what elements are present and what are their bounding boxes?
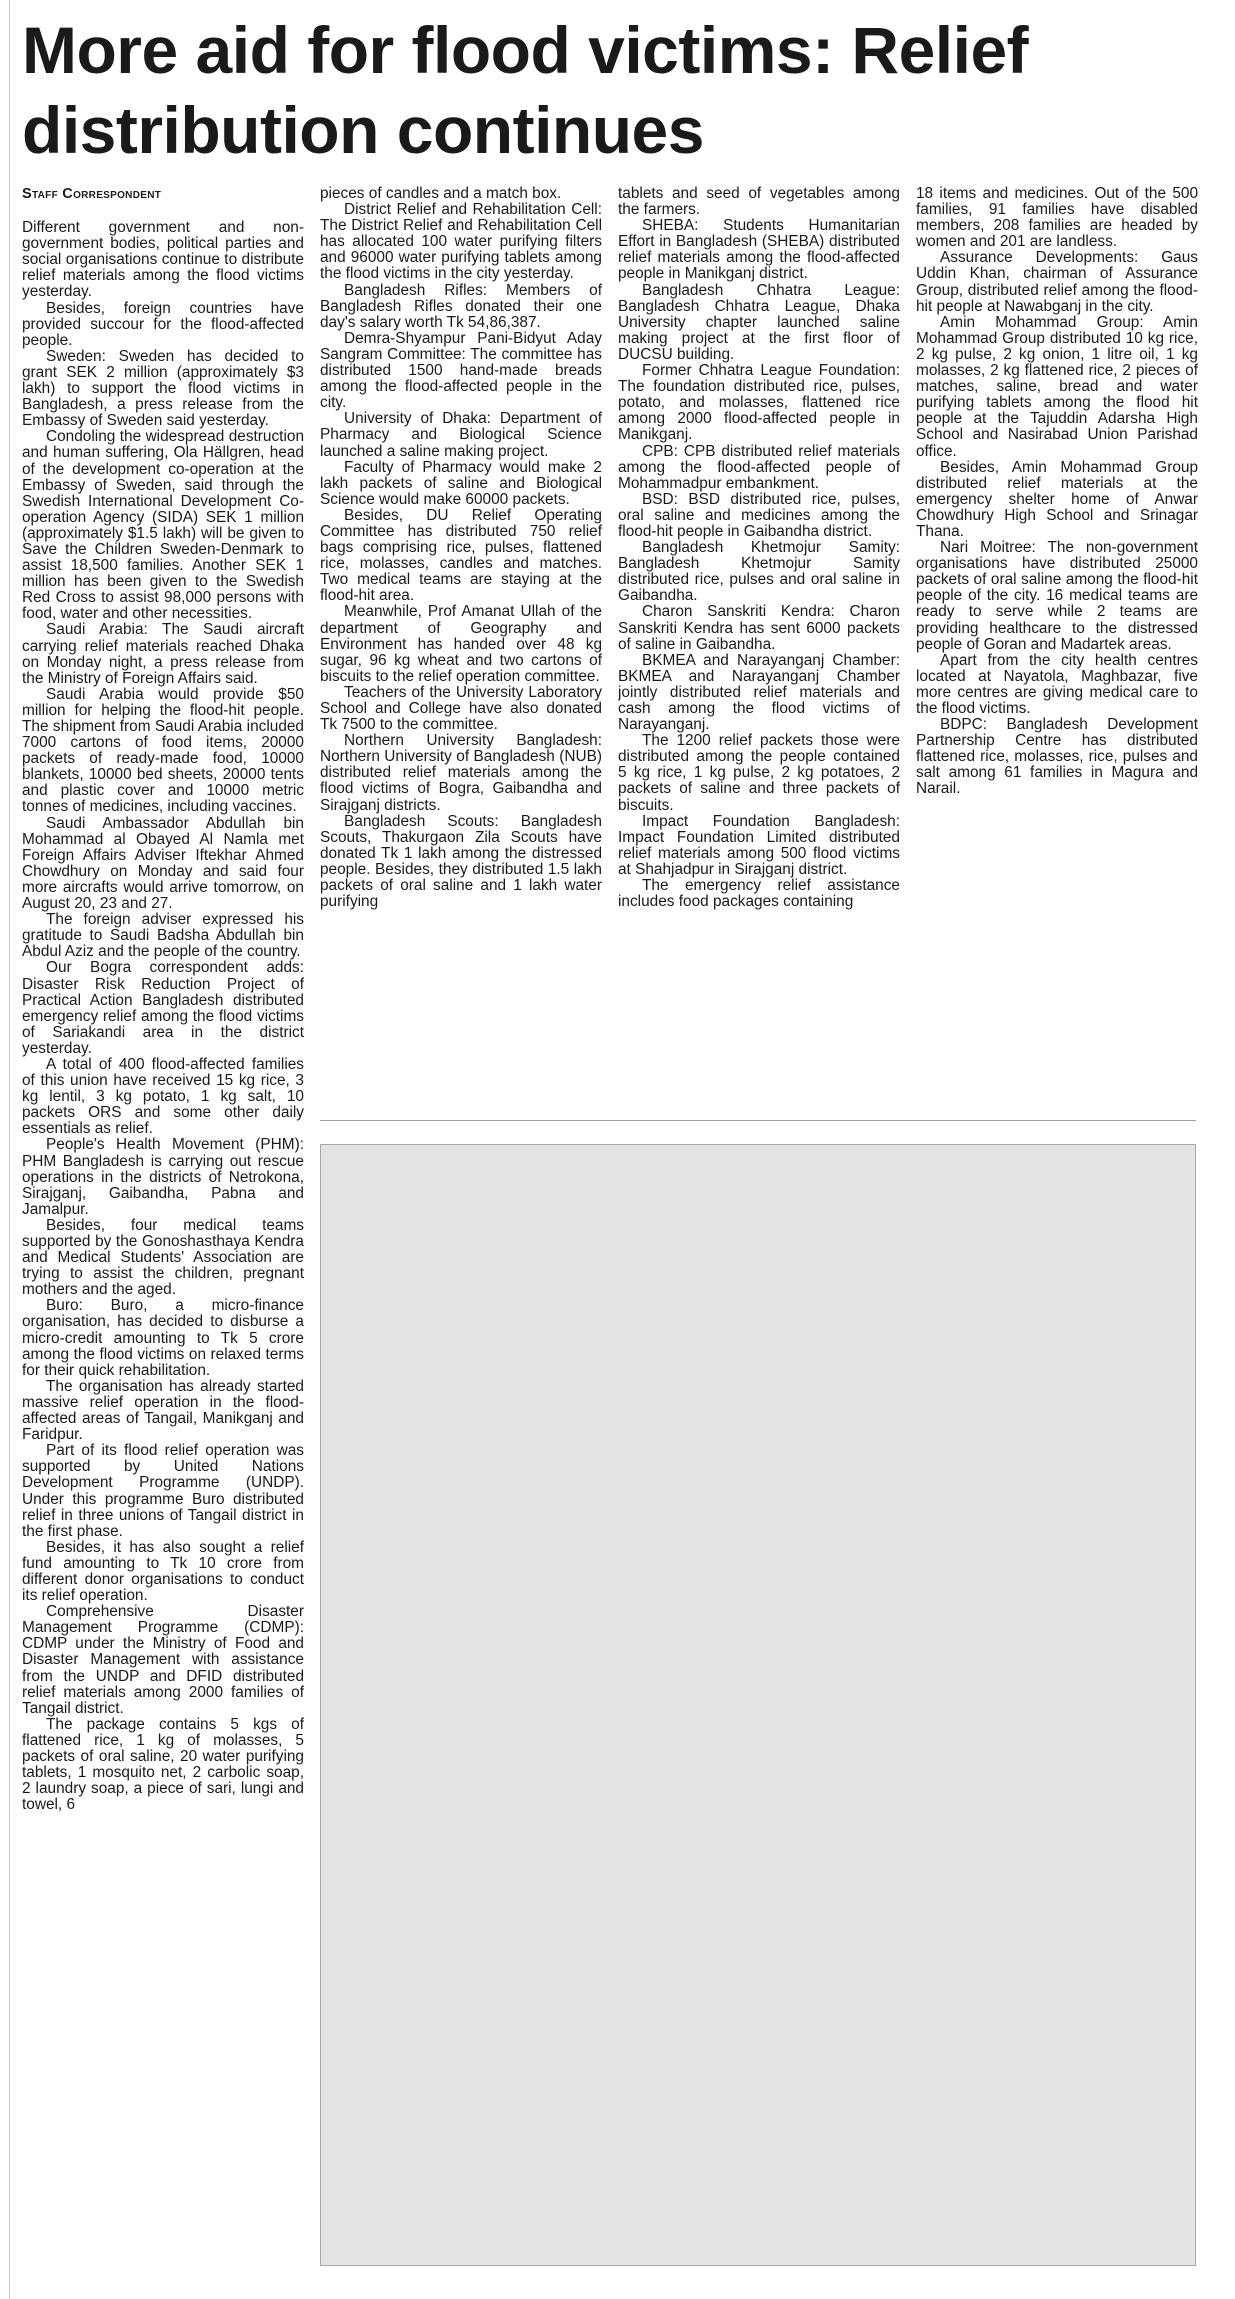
column-2-body — [320, 186, 602, 910]
column-1-body — [22, 220, 304, 1813]
paragraph: Saudi Ambassador Abdullah bin Mohammad al Obayed Al Namla met Foreign Affairs Adviser Iftekhar Ahmed Chowdhury on Monday and said four more aircrafts would arrive tomorrow, on August 20, 23 and 27. — [22, 814, 304, 913]
headline: More aid for flood victims: Relief distribution continues — [22, 13, 1029, 167]
paragraph: Bangladesh Khetmojur Samity: Bangladesh Khetmojur Samity distributed rice, pulses and oral saline in Gaibandha. — [618, 539, 900, 605]
paragraph: People's Health Movement (PHM): PHM Bangladesh is carrying out rescue operations in the districts of Netrokona, Sirajganj, Gaibandha, Pabna and Jamalpur. — [22, 1136, 304, 1218]
column-3-body — [618, 186, 900, 910]
paragraph: Teachers of the University Laboratory School and College have also donated Tk 7500 to the committee. — [320, 683, 602, 734]
article-column-1 — [22, 186, 304, 2286]
paragraph: CPB: CPB distributed relief materials among the flood-affected people of Mohammadpur embankment. — [618, 442, 900, 492]
paragraph: Nari Moitree: The non-government organisations have distributed 25000 packets of oral saline among the flood-hit people of the city. 16 medical teams are ready to serve while 2 teams are providing healthcare to the distressed people of Goran and Madartek areas. — [916, 539, 1198, 653]
paragraph: The package contains 5 kgs of flattened rice, 1 kg of molasses, 5 packets of oral saline, 20 water purifying tablets, 1 mosquito net, 2 carbolic soap, 2 laundry soap, a piece of sari, lungi and towel, 6 — [22, 1715, 304, 1814]
byline: Staff Correspondent — [22, 186, 162, 202]
paragraph: Comprehensive Disaster Management Programme (CDMP): CDMP under the Ministry of Food and Disaster Management with assistance from the UNDP and DFID distributed relief materials among 2000 families of Tangail district. — [22, 1603, 304, 1717]
paragraph: Besides, four medical teams supported by the Gonoshasthaya Kendra and Medical Students' Association are trying to assist the children, pregnant mothers and the aged. — [22, 1216, 304, 1299]
paragraph: Assurance Developments: Gaus Uddin Khan, chairman of Assurance Group, distributed relief among the flood-hit people at Nawabganj in the city. — [916, 249, 1198, 315]
paragraph: The foreign adviser expressed his gratitude to Saudi Badsha Abdullah bin Abdul Aziz and the people of the country. — [22, 911, 304, 961]
paragraph: Saudi Arabia would provide $50 million for helping the flood-hit people. The shipment from Saudi Arabia included 7000 cartons of food items, 20000 packets of ready-made food, 10000 blankets, 10000 bed sheets, 20000 tents and plastic cover and 10000 metric tonnes of medicines, including vaccines. — [22, 685, 304, 816]
paragraph: Besides, it has also sought a relief fund amounting to Tk 10 crore from different donor organisations to conduct its relief operation. — [22, 1538, 304, 1605]
paragraph: Meanwhile, Prof Amanat Ullah of the department of Geography and Environment has handed over 48 kg sugar, 96 kg wheat and two cartons of biscuits to the relief operation committee. — [320, 603, 602, 685]
paragraph: Impact Foundation Bangladesh: Impact Foundation Limited distributed relief materials among 500 flood victims at Shahjadpur in Sirajganj district. — [618, 812, 900, 878]
paragraph: Besides, DU Relief Operating Committee has distributed 750 relief bags comprising rice, pulses, flattened rice, molasses, candles and matches. Two medical teams are staying at the flood-hit area. — [320, 506, 602, 605]
paragraph: Charon Sanskriti Kendra: Charon Sanskriti Kendra has sent 6000 packets of saline in Gaibandha. — [618, 603, 900, 653]
column-4-body — [916, 186, 1198, 798]
paragraph: Bangladesh Scouts: Bangladesh Scouts, Thakurgaon Zila Scouts have donated Tk 1 lakh among the distressed people. Besides, they distributed 1.5 lakh packets of oral saline and 1 lakh water purifying — [320, 812, 602, 911]
paragraph: Former Chhatra League Foundation: The foundation distributed rice, pulses, potato, and molasses, flattened rice among 2000 flood-affected people in Manikganj. — [618, 362, 900, 444]
paragraph: pieces of candles and a match box. — [320, 186, 562, 202]
paragraph: The 1200 relief packets those were distributed among the people contained 5 kg rice, 1 kg pulse, 2 kg potatoes, 2 packets of saline and three packets of biscuits. — [618, 732, 900, 814]
paragraph: Buro: Buro, a micro-finance organisation, has decided to disburse a micro-credit amounting to Tk 5 crore among the flood victims on relaxed terms for their quick rehabilitation. — [22, 1297, 304, 1379]
paragraph: tablets and seed of vegetables among the farmers. — [618, 186, 900, 219]
paragraph: District Relief and Rehabilitation Cell: The District Relief and Rehabilitation Cell has allocated 100 water purifying filters and 96000 water purifying tablets among the flood victims in the city yesterday. — [320, 201, 602, 283]
paragraph: Condoling the widespread destruction and human suffering, Ola Hällgren, head of the development co-operation at the Embassy of Sweden, said through the Swedish International Development Co-operation Agency (SIDA) SEK 1 million (approximately $1.5 lakh) will be given to Save the Children Sweden-Denmark to assist 18,500 families. Another SEK 1 million has been given to the Swedish Red Cross to assist 98,000 persons with food, water and other necessities. — [22, 428, 304, 623]
paragraph: Northern University Bangladesh: Northern University of Bangladesh (NUB) distributed relief materials among the flood victims of Bogra, Gaibandha and Sirajganj districts. — [320, 732, 602, 814]
paragraph: Demra-Shyampur Pani-Bidyut Aday Sangram Committee: The committee has distributed 1500 hand-made breads among the flood-affected people in the city. — [320, 329, 602, 412]
paragraph: Faculty of Pharmacy would make 2 lakh packets of saline and Biological Science would make 60000 packets. — [320, 458, 602, 508]
paragraph: Different government and non-government bodies, political parties and social organisations continue to distribute relief materials among the flood victims yesterday. — [22, 219, 304, 301]
paragraph: Saudi Arabia: The Saudi aircraft carrying relief materials reached Dhaka on Monday night, a press release from the Ministry of Foreign Affairs said. — [22, 621, 304, 687]
photo-placeholder — [320, 1144, 1196, 2266]
paragraph: Bangladesh Chhatra League: Bangladesh Chhatra League, Dhaka University chapter launched saline making project at the first floor of DUCSU building. — [618, 281, 900, 363]
paragraph: SHEBA: Students Humanitarian Effort in Bangladesh (SHEBA) distributed relief materials among the flood-affected people in Manikganj district. — [618, 217, 900, 283]
paragraph: Part of its flood relief operation was supported by United Nations Development Programme (UNDP). Under this programme Buro distributed relief in three unions of Tangail district in the first phase. — [22, 1442, 304, 1540]
paragraph: Besides, foreign countries have provided succour for the flood-affected people. — [22, 299, 304, 349]
paragraph: BSD: BSD distributed rice, pulses, oral saline and medicines among the flood-hit people in Gaibandha district. — [618, 490, 900, 540]
section-divider — [320, 1120, 1196, 1121]
page-edge-rule — [9, 0, 10, 2299]
paragraph: BKMEA and Narayanganj Chamber: BKMEA and Narayanganj Chamber jointly distributed relief materials and cash among the flood victims of Narayanganj. — [618, 651, 900, 734]
paragraph: A total of 400 flood-affected families of this union have received 15 kg rice, 3 kg lentil, 3 kg potato, 1 kg salt, 10 packets ORS and some other daily essentials as relief. — [22, 1055, 304, 1138]
paragraph: University of Dhaka: Department of Pharmacy and Biological Science launched a saline making project. — [320, 410, 602, 460]
paragraph: Besides, Amin Mohammad Group distributed relief materials at the emergency shelter home of Anwar Chowdhury High School and Srinagar Thana. — [916, 458, 1198, 540]
paragraph: The emergency relief assistance includes food packages containing — [618, 877, 900, 911]
paragraph: The organisation has already started massive relief operation in the flood-affected areas of Tangail, Manikganj and Faridpur. — [22, 1377, 304, 1444]
paragraph: Amin Mohammad Group: Amin Mohammad Group distributed 10 kg rice, 2 kg pulse, 2 kg onion, 1 litre oil, 1 kg molasses, 2 kg flattened rice, 2 pieces of matches, saline, bread and water purifying tablets among the flood hit people at the Tajuddin Adarsha High School and Nasirabad Union Parishad office. — [916, 313, 1198, 460]
paragraph: BDPC: Bangladesh Development Partnership Centre has distributed flattened rice, molasses, rice, pulses and salt among 61 families in Magura and Narail. — [916, 716, 1198, 798]
paragraph: Bangladesh Rifles: Members of Bangladesh Rifles donated their one day's salary worth Tk 54,86,387. — [320, 281, 602, 331]
paragraph: 18 items and medicines. Out of the 500 families, 91 families have disabled members, 208 families are headed by women and 201 are landless. — [916, 186, 1198, 251]
paragraph: Apart from the city health centres located at Nayatola, Maghbazar, five more centres are giving medical care to the flood victims. — [916, 651, 1198, 717]
paragraph: Sweden: Sweden has decided to grant SEK 2 million (approximately $3 lakh) to support the flood victims in Bangladesh, a press release from the Embassy of Sweden said yesterday. — [22, 347, 304, 430]
paragraph: Our Bogra correspondent adds: Disaster Risk Reduction Project of Practical Action Bangladesh distributed emergency relief among the flood victims of Sariakandi area in the district yesterday. — [22, 959, 304, 1057]
